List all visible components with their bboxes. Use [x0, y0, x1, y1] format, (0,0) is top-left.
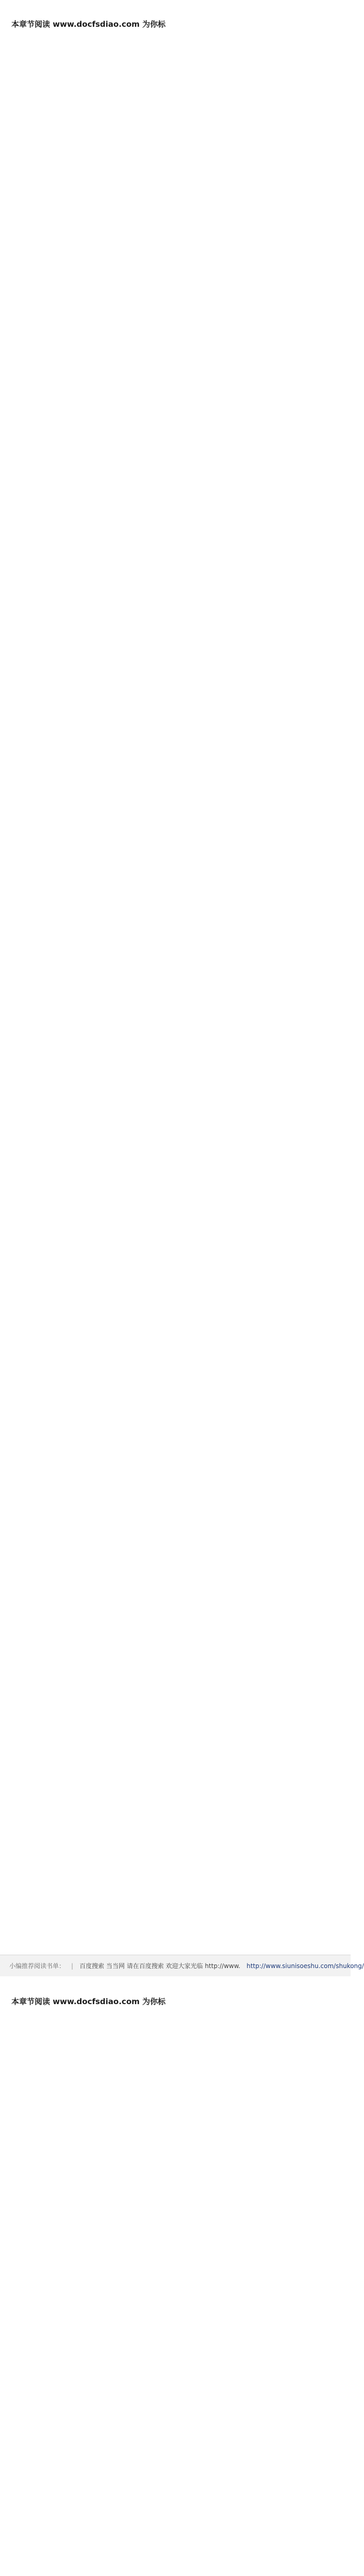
section-1-brand-line: 本章节阅读 www.docfsdiao.com 为你标 [11, 20, 166, 29]
section-2-content [0, 1976, 351, 2009]
section-2-brand-line: 本章节阅读 www.docfsdiao.com 为你标 [11, 1997, 166, 2006]
section-1-footer-label: 百度搜索 当当网 请在百度搜索 欢迎大家光临 http://www. [79, 1962, 241, 1970]
section-1-footer-copy: 小编推荐阅读书单： [9, 1962, 65, 1970]
section-1-footer [0, 1955, 364, 1976]
section-1-content [0, 0, 351, 32]
section-1-footer-separator: | [71, 1962, 74, 1970]
section-1-footer-url: http://www.siunisoeshu.com/shukong/ [246, 1962, 364, 1970]
section-2 [0, 1976, 351, 2576]
